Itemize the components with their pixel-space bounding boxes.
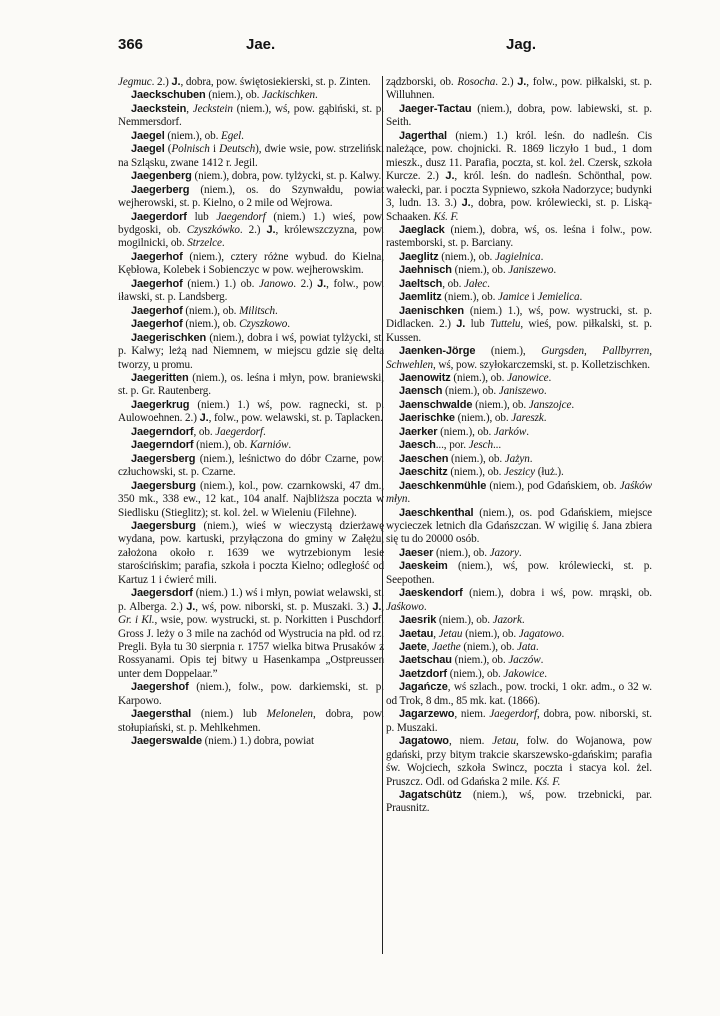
dictionary-entry: Jaegerswalde (niem.) 1.) dobra, powiat [131, 735, 315, 748]
dictionary-entry: Jaensch (niem.), ob. Janiszewo. [399, 385, 547, 398]
dictionary-entry: Jaegenberg (niem.), dobra, pow. tylżycki, st. p. Kalwy. [131, 170, 382, 183]
dictionary-entry: Jaemlitz (niem.), ob. Jamice i Jemielica. [399, 291, 583, 304]
dictionary-entry: Jaegerhof (niem.), ob. Czyszkowo. [131, 318, 290, 331]
dictionary-entry: Jaegerndorf (niem.), ob. Karniów. [131, 439, 292, 452]
dictionary-entry: Jaetschau (niem.), ob. Jaczów. [399, 654, 544, 667]
dictionary-entry: Jaeschen (niem.), ob. Jażyn. [399, 452, 533, 465]
dictionary-entry: ządzborski, ob. Rosocha. 2.) J., folw., pow. piłkalski, st. p. Willuhnen. [386, 76, 653, 102]
dictionary-entry: Jaerischke (niem.), ob. Jareszk. [399, 412, 547, 425]
running-header [118, 36, 638, 60]
dictionary-entry: Jaerker (niem.), ob. Jarków. [399, 425, 529, 438]
dictionary-entry: Jaegerberg (niem.), os. do Szynwałdu, powiat wejherowski, st. p. Kielno, o 2 mile od Wejrowa. [118, 183, 384, 210]
dictionary-entry: Jaeckstein, Jeckstein (niem.), wś, pow. gąbiński, st. p. Nemmersdorf. [118, 102, 384, 129]
dictionary-entry: Jaegeritten (niem.), os. leśna i młyn, pow. braniewski, st. p. Gr. Rautenberg. [118, 371, 384, 398]
page-number: 366 [118, 36, 144, 53]
dictionary-entry: Jaehnisch (niem.), ob. Janiszewo. [399, 264, 557, 277]
dictionary-entry: Jaenken-Jörge (niem.), Gurgsden, Pallbyrren, Schwehlen, wś, pow. szyłokarczemski, st. p. Kolletzischken. [386, 345, 652, 371]
dictionary-entry: Jaegerhof (niem.), cztery różne wybud. do Kielna, Kębłowa, Kolebek i Sobienczyc w pow. wejherowskim. [118, 250, 384, 277]
right-running-head: Jag. [506, 36, 537, 53]
dictionary-entry: Jaetzdorf (niem.), ob. Jakowice. [399, 667, 547, 680]
dictionary-entry: Jaegel (Polnisch i Deutsch), dwie wsie, pow. strzeliński na Szląsku, zwane 1412 r. Jegil. [118, 143, 384, 169]
dictionary-entry: Jaeglack (niem.), dobra, wś, os. leśna i folw., pow. rastemborski, st. p. Barciany. [386, 223, 652, 250]
dictionary-entry: Jaegerhof (niem.) 1.) ob. Janowo. 2.) J., folw., pow. iławski, st. p. Landsberg. [118, 277, 384, 304]
dictionary-entry: Jaegerhof (niem.), ob. Militsch. [131, 304, 278, 317]
dictionary-entry: Jaeskendorf (niem.), dobra i wś, pow. mrąski, ob. Jaśkowo. [386, 587, 652, 613]
dictionary-entry: Jaegerndorf, ob. Jaegerdorf. [131, 425, 266, 438]
dictionary-entry: Jaegersthal (niem.) lub Melonelen, dobra, pow. stołupiański, st. p. Mehlkehmen. [118, 708, 384, 734]
right-column [386, 76, 652, 816]
dictionary-entry: Jaegersdorf (niem.) 1.) wś i młyn, powiat welawski, st. p. Alberga. 2.) J., wś, pow. niborski, st. p. Muszaki. 3.) J., Gr. i Kl., wsie, pow. wystrucki, st. p. Norkitten i Puschdorf. Gross J. leży o 3 mile na zachód od Wystrucia na płd. od rz. Pregli. Była tu 30 sierpnia r. 1757 wielka bitwa Prusaków z Rossyanami. Opis tej bitwy u Hasenkampa „Ostpreussen unter dem Doppelaar.” [118, 587, 384, 680]
dictionary-entry: Jaegerkrug (niem.) 1.) wś, pow. ragnecki, st. p. Aulowoehnen. 2.) J., folw., pow. welawski, st. p. Taplacken. [118, 398, 384, 425]
dictionary-entry: Jaeschitz (niem.), ob. Jeszicy (łuż.). [399, 466, 564, 479]
dictionary-entry: Jaeglitz (niem.), ob. Jagielnica. [399, 250, 544, 263]
dictionary-entry: Jaenschwalde (niem.), ob. Janszojce. [399, 398, 575, 411]
dictionary-entry: Jaenischken (niem.) 1.), wś, pow. wystrucki, st. p. Didlacken. 2.) J. lub Tuttelu, wieś, pow. piłkalski, st. p. Kussen. [386, 304, 653, 344]
dictionary-entry: Jaegersburg (niem.), kol., pow. czarnkowski, 47 dm., 350 mk., 338 ew., 12 kat., 104 analf. Najbliższa poczta w Siedlisku (Stieglitz); st. kol. żel. w Wieleniu (Filehne). [118, 479, 384, 519]
dictionary-entry: Jaeschkenmühle (niem.), pod Gdańskiem, ob. Jaśków młyn. [386, 479, 652, 506]
dictionary-entry: Jaegersberg (niem.), leśnictwo do dóbr Czarne, pow. człuchowski, st. p. Czarne. [118, 452, 384, 479]
dictionary-entry: Jaeschkenthal (niem.), os. pod Gdańskiem, miejsce wycieczek letnich dla Gdańszczan. W wigilię ś. Jana zbiera się tu do 20000 osób. [386, 506, 652, 546]
dictionary-entry: Jaeser (niem.), ob. Jazory. [399, 546, 522, 559]
dictionary-entry: Jaegershof (niem.), folw., pow. darkiemski, st. p. Karpowo. [118, 681, 384, 707]
dictionary-entry: Jaeltsch, ob. Jałec. [399, 277, 490, 290]
dictionary-entry: Jaenowitz (niem.), ob. Janowice. [399, 371, 552, 384]
dictionary-entry: Jagatowo, niem. Jetau, folw. do Wojanowa, pow gdański, przy bitym trakcie skarszewsko-gdańskim; parafia św. Wojciech, szkoła Swincz, poczta i stacya kol. żel. Pruszcz. Odl. od Gdańska 2 mile. Kś. F. [386, 735, 652, 788]
dictionary-entry: Jaegersburg (niem.), wieś w wieczystą dzierżawę wydana, pow. kartuski, przyłączona do gminy w Załężu, założona około r. 1639 we wytrzebionym lesie starościńskim; parafia, szkoła i poczta Kielno; odległość od Kartuz 1 i ćwierć mili. [118, 519, 384, 586]
dictionary-entry: Jaetau, Jetau (niem.), ob. Jagatowo. [399, 627, 565, 640]
left-running-head: Jae. [246, 36, 276, 53]
dictionary-entry: Jaeger-Tactau (niem.), dobra, pow. labiewski, st. p. Seith. [386, 102, 652, 129]
dictionary-entry: Jaegerdorf lub Jaegendorf (niem.) 1.) wieś, pow. bydgoski, ob. Czyszkówko. 2.) J., królewszczyzna, pow. mogilnicki, ob. Strzelce. [118, 210, 385, 250]
dictionary-entry: Jaeckschuben (niem.), ob. Jackischken. [131, 89, 318, 102]
dictionary-entry: Jaesch..., por. Jesch... [399, 439, 502, 452]
dictionary-entry: Jagańcze, wś szlach., pow. trocki, 1 okr. adm., o 32 w. od Trok, 8 dm., 85 mk. kat. (1866). [386, 681, 652, 707]
dictionary-entry: Jaeskeim (niem.), wś, pow. królewiecki, st. p. Seepothen. [386, 560, 652, 586]
dictionary-entry: Jagarzewo, niem. Jaegerdorf, dobra, pow. niborski, st. p. Muszaki. [386, 708, 652, 734]
dictionary-entry: Jaete, Jaethe (niem.), ob. Jata. [399, 641, 539, 654]
left-column [118, 76, 384, 749]
dictionary-entry: Jaesrik (niem.), ob. Jazork. [399, 614, 525, 627]
dictionary-entry: Jagerthal (niem.) 1.) król. leśn. do nadleśn. Cis należące, pow. chojnicki. R. 1869 liczyło 1 bud., 1 dom mieszk., dusz 11. Parafia, poczta, st. kol. żel. Czersk, szkoła Kurcze. 2.) J., król. leśn. do nadleśn. Schönthal, pow. wałecki, par. i poczta Sypniewo, szkoła Nadorzyce; budynki 3, ludn. 13. 3.) J., dobra, pow. królewiecki, st. p. Liską-Schaaken. Kś. F. [386, 129, 652, 223]
dictionary-entry: Jaegel (niem.), ob. Egel. [131, 129, 244, 142]
dictionary-entry: Jagatschütz (niem.), wś, pow. trzebnicki, par. Prausnitz. [386, 789, 652, 815]
dictionary-entry: Jaegerischken (niem.), dobra i wś, powiat tylżycki, st. p. Kalwy; leżą nad Niemnem, w miejscu gdzie się delta tworzy, u promu. [118, 331, 384, 371]
column-divider [382, 76, 383, 954]
dictionary-entry: Jegmuc. 2.) J., dobra, pow. świętosiekierski, st. p. Zinten. [118, 76, 371, 88]
